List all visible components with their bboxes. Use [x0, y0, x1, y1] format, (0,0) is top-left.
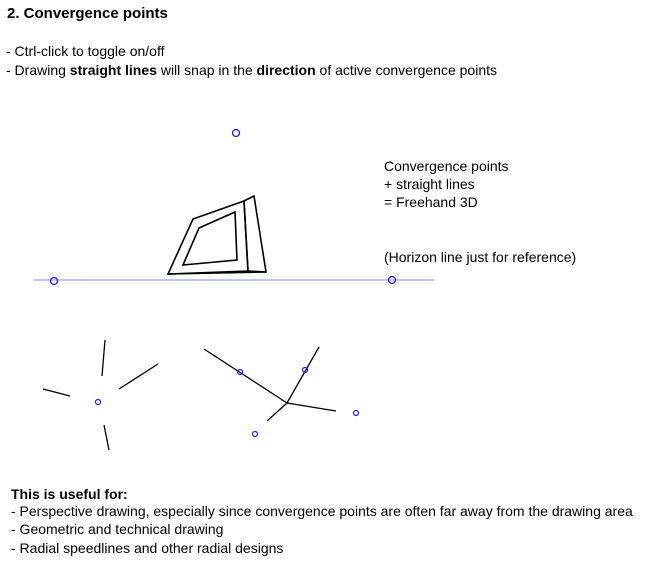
useful-item-geometric: - Geometric and technical drawing [11, 521, 224, 537]
radial-line [104, 425, 109, 450]
horizon-note: (Horizon line just for reference) [384, 249, 577, 265]
convergence-point-top[interactable] [233, 130, 240, 137]
multi-point-line [287, 403, 336, 411]
radial-line [43, 389, 70, 396]
multi-point-line [267, 403, 287, 421]
useful-item-radial: - Radial speedlines and other radial designs [11, 540, 284, 556]
side-note-line-2: + straight lines [384, 176, 475, 192]
multi-point-line [204, 349, 287, 403]
side-note-line-1: Convergence points [384, 158, 509, 174]
convergence-point-multi-3[interactable] [354, 411, 359, 416]
box-side-face [244, 196, 266, 272]
multi-point-line [287, 347, 319, 403]
instruction-snap-middle: will snap in the [156, 62, 257, 78]
convergence-point-multi-4[interactable] [253, 432, 258, 437]
box-inner-face [183, 212, 237, 265]
box-base-edge [168, 272, 266, 274]
instruction-toggle: - Ctrl-click to toggle on/off [6, 43, 165, 59]
instruction-snap-bold-straight-lines: straight lines [69, 62, 157, 78]
multi-point-lines-example [204, 347, 336, 421]
instruction-snap-bold-direction: direction [256, 62, 316, 78]
convergence-point-radial-center[interactable] [96, 400, 101, 405]
convergence-point-left[interactable] [51, 278, 58, 285]
side-note-line-3: = Freehand 3D [384, 194, 478, 210]
useful-item-perspective: - Perspective drawing, especially since convergence points are often far away from the drawing area [11, 503, 633, 519]
instruction-snap-suffix: of active convergence points [315, 62, 498, 78]
radial-line [119, 364, 158, 389]
instruction-snap-prefix: - Drawing [6, 62, 70, 78]
perspective-box [168, 196, 266, 274]
radial-line [102, 340, 105, 376]
page-title: 2. Convergence points [7, 5, 168, 22]
radial-lines-example [43, 340, 158, 450]
useful-heading: This is useful for: [11, 486, 128, 502]
